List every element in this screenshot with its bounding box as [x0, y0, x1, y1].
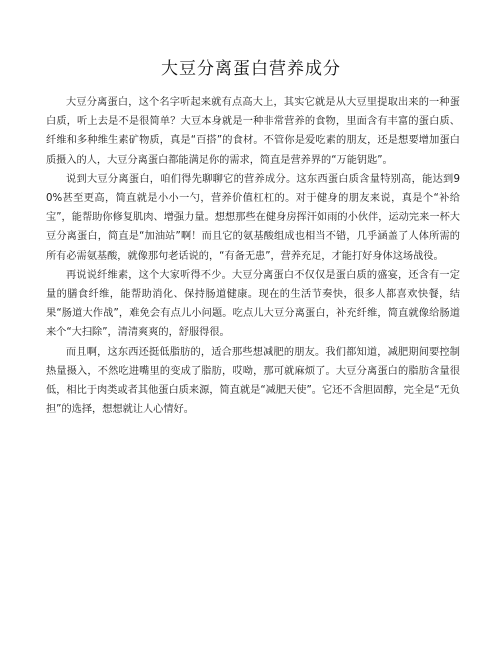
paragraph-intro: 大豆分离蛋白，这个名字听起来就有点高大上，其实它就是从大豆里提取出来的一种蛋白质，听上去是不是很简单？大豆本身就是一种非常营养的食物，里面含有丰富的蛋白质、纤维和多种维生素矿物质，真是“百搭”的食材。不管你是爱吃素的朋友，还是想要增加蛋白质摄入的人，大豆分离蛋白都能满足你的需求，简直是营养界的“万能钥匙”。 [46, 97, 460, 166]
paragraph-fiber: 再说说纤维素，这个大家听得不少。大豆分离蛋白不仅仅是蛋白质的盛宴，还含有一定量的膳食纤维，能帮助消化、保持肠道健康。现在的生活节奏快，很多人都喜欢快餐，结果“肠道大作战”，难免会有点儿小问题。吃点儿大豆分离蛋白，补充纤维，简直就像给肠道来个“大扫除”，清清爽爽的，舒服得很。 [46, 269, 460, 339]
paragraph-protein: 说到大豆分离蛋白，咱们得先聊聊它的营养成分。这东西蛋白质含量特别高，能达到90%甚至更高，简直就是小小一勺，营养价值杠杠的。对于健身的朋友来说，真是个“补给宝”，能帮助你修复肌肉、增强力量。想想那些在健身房挥汗如雨的小伙伴，运动完来一杯大豆分离蛋白，简直是“加油站”啊！而且它的氨基酸组成也相当不错，几乎涵盖了人体所需的所有必需氨基酸，就像那句老话说的，“有备无患”，营养充足，才能打好身体这场战役。 [46, 173, 460, 262]
document-body [46, 93, 460, 419]
paragraph-low-fat: 而且啊，这东西还挺低脂肪的，适合那些想减肥的朋友。我们都知道，减肥期间要控制热量摄入，不然吃进嘴里的变成了脂肪，哎呦，那可就麻烦了。大豆分离蛋白的脂肪含量很低，相比于肉类或者其他蛋白质来源，简直就是“减肥天使”。它还不含胆固醇，完全是“无负担”的选择，想想就让人心情好。 [46, 346, 460, 416]
document-title: 大豆分离蛋白营养成分 [161, 59, 341, 79]
